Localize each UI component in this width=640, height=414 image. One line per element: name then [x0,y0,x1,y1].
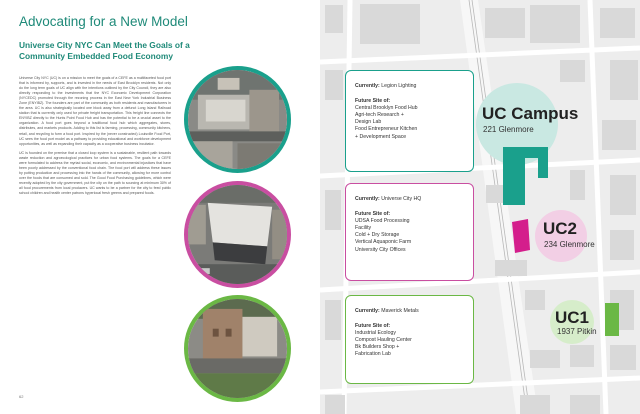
aerial-photo-universe-city-hq [184,181,291,288]
uc2-parcel [512,219,530,253]
future-use-5: University City Offices [355,246,406,253]
future-site-heading: Future Site of: [355,323,391,330]
site-card-campus [345,70,474,172]
aerial-photo-legion-lighting [184,66,291,173]
future-use-2: Compost Hauling Center [355,337,412,344]
site-card-uc1 [345,295,474,384]
future-use-3: Design Lab [355,119,382,126]
future-use-4: Vertical Aquaponic Farm [355,239,412,246]
uc-campus-address: 221 Glenmore [483,125,534,134]
uc-campus-label: UC Campus [482,104,579,123]
paragraph-2: UC is founded on the premise that a closed loop system is a sustainable, resilient path towards waste reduction and agroecological practices for urban food systems. The goals for a CEFE were formulated to address the myriad social, economic, and environmental injustices that have been poorly addressed by the conventional food chain. The food port will address these issues by putting production and processing into the hands of the community, allowing for more control over the foods that are consumed and sold. The Good Food Purchasing guidelines, which were recently adopted by the city government, put the city on the path to sourcing at minimum 30% of all food procurements from local producers. UC wants to be a partner for the city to feed public school children and health center patrons hyperlocal fresh greens and prepared foods. [19,150,171,196]
future-use-5: + Development Space [355,133,407,140]
site-card-uc2 [345,183,474,281]
uc-campus-parcel [503,147,548,205]
page-subtitle: Universe City NYC Can Meet the Goals of a Community Embedded Food Economy [19,40,190,61]
uc2-label: UC2 [543,219,578,238]
future-use-4: Fabrication Lab [355,351,391,358]
future-use-4: Food Entrepreneur Kitchen [355,126,418,133]
future-use-1: Central Brooklyn Food Hub [355,105,418,112]
page-number: 62 [19,394,24,399]
right-page [320,0,640,414]
uc1-label: UC1 [555,308,590,327]
page-title: Advocating for a New Model [19,14,188,29]
future-use-2: Facility [355,225,372,232]
future-use-3: Cold + Dry Storage [355,232,400,239]
uc2-address: 234 Glenmore [544,240,595,249]
future-use-1: UDSA Food Processing [355,218,410,225]
uc1-parcel [605,303,619,336]
uc1-address: 1937 Pitkin [557,327,597,336]
current-use: Currently: Maverick Metals [355,308,419,314]
future-use-3: Bk Builders Shop + [355,344,400,351]
current-use: Currently: Legion Lighting [355,83,417,89]
future-site-heading: Future Site of: [355,211,391,218]
future-use-2: Agri-tech Research + [355,112,404,119]
current-use: Currently: Universe City HQ [355,196,422,202]
future-use-1: Industrial Ecology [355,330,396,337]
aerial-photo-maverick-metals [184,295,291,402]
body-text [19,76,171,200]
future-site-heading: Future Site of: [355,98,391,105]
paragraph-1: Universe City NYC (UC) is on a mission to meet the goals of a CEFE as a multifaceted food port that is informed by, supports, and is invested in the needs of East Brooklyn residents. Not only do the long term goals of UC align with the intentions outlined by the City Council, they are also directly responding to the investments that the NYC Economic Development Corporation (NYCEDC) promoted through the rezoning process in the East New York Industrial Business Zone (ENYIBZ). The founders are part of the community as both residents and manufacturers in the area. UC is also strategically located one block away from a defunct Long Island Railroad station that is currently only used for private freight transportation. This freight line connects the ENYIBZ directly to the Hunts Point Food Hub and has the potential to be a crucial asset to the organization. A food port goes beyond a traditional food hub which aggregates, stores, distributes, and markets products. Adding to this list is farming, processing, community kitchens, retail, and recycling to form a food port. Inspired by the (never constructed) Louisville Food Port, UC sees the food port model as a pathway to providing educational and workforce development opportunities, as well as expanding their capacity as a cooperative business incubator. [19,76,171,146]
